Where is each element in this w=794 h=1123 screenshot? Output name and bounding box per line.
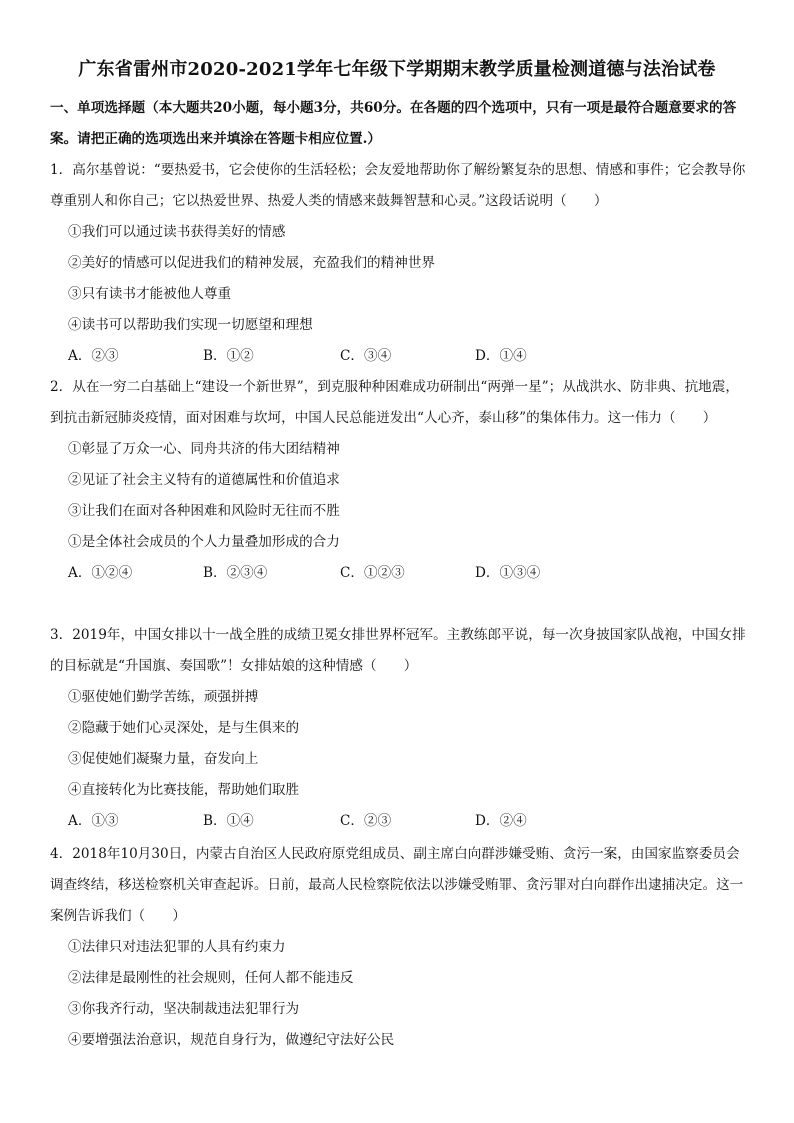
answer-choices xyxy=(50,806,750,837)
choice-d[interactable]: D．①③④ xyxy=(475,565,541,581)
question-2 xyxy=(50,372,750,589)
statement-option: ③你我齐行动，坚决制裁违法犯罪行为 xyxy=(68,1001,300,1017)
choice-a[interactable]: A．①③ xyxy=(68,813,119,829)
statement-option: ④要增强法治意识，规范自身行为，做遵纪守法好公民 xyxy=(68,1032,395,1048)
choice-a[interactable]: A．②③ xyxy=(68,348,119,364)
question-number: 3． xyxy=(50,627,73,643)
question-number: 4． xyxy=(50,846,73,862)
section-heading: 一、单项选择题（本大题共20小题，每小题3分，共60分。在各题的四个选项中，只有一项是最符合题意要求的答案。请把正确的选项选出来并填涂在答题卡相应位置.） xyxy=(50,100,737,147)
question-text: 2018年10月30日，内蒙古自治区人民政府原党组成员、副主席白向群涉嫌受贿、贪污一案，由国家监察委员会调查终结，移送检察机关审查起诉。日前，最高人民检察院依法以涉嫌受贿罪、贪污罪对白向群作出逮捕决定。这一案例告诉我们（ ） xyxy=(50,846,744,924)
statement-option: ①是全体社会成员的个人力量叠加形成的合力 xyxy=(68,534,340,550)
statement-option: ②见证了社会主义特有的道德属性和价值追求 xyxy=(68,472,340,488)
statement-option: ③只有读书才能被他人尊重 xyxy=(68,286,232,302)
choice-d[interactable]: D．①④ xyxy=(475,348,527,364)
statement-option: ①我们可以通过读书获得美好的情感 xyxy=(68,224,286,240)
choice-c[interactable]: C．①②③ xyxy=(340,565,405,581)
choice-c[interactable]: C．②③ xyxy=(340,813,392,829)
page-title: 广东省雷州市2020-2021学年七年级下学期期末教学质量检测道德与法治试卷 xyxy=(78,59,716,80)
question-stem xyxy=(50,620,750,682)
question-4 xyxy=(50,839,750,1056)
answer-choices xyxy=(50,558,750,589)
choice-c[interactable]: C．③④ xyxy=(340,348,392,364)
choice-d[interactable]: D．②④ xyxy=(475,813,527,829)
statement-option: ③促使她们凝聚力量，奋发向上 xyxy=(68,751,259,767)
statement-option: ②隐藏于她们心灵深处，是与生俱来的 xyxy=(68,720,300,736)
statement-option: ③让我们在面对各种困难和风险时无往而不胜 xyxy=(68,503,340,519)
answer-choices xyxy=(50,341,750,372)
question-text: 2019年，中国女排以十一战全胜的成绩卫冕女排世界杯冠军。主教练郎平说，每一次身披国家队战袍，中国女排的目标就是“升国旗、奏国歌”！女排姑娘的这种情感（ ） xyxy=(50,627,746,674)
statement-option: ①法律只对违法犯罪的人具有约束力 xyxy=(68,939,286,955)
statement-option: ②法律是最刚性的社会规则，任何人都不能违反 xyxy=(68,970,354,986)
choice-b[interactable]: B．①② xyxy=(203,348,254,364)
statement-option: ④读书可以帮助我们实现一切愿望和理想 xyxy=(68,317,313,333)
choice-b[interactable]: B．①④ xyxy=(203,813,254,829)
question-stem xyxy=(50,839,750,932)
choice-a[interactable]: A．①②④ xyxy=(68,565,133,581)
question-stem xyxy=(50,155,750,217)
question-number: 1． xyxy=(50,162,73,178)
statement-option: ④直接转化为比赛技能，帮助她们取胜 xyxy=(68,782,300,798)
question-number: 2． xyxy=(50,379,73,395)
question-text: 高尔基曾说：“要热爱书，它会使你的生活轻松；会友爱地帮助你了解纷繁复杂的思想、情感和事件；它会教导你尊重别人和你自己；它以热爱世界、热爱人类的情感来鼓舞智慧和心灵。”这段话说明（ ） xyxy=(50,162,746,209)
statement-option: ①彰显了万众一心、同舟共济的伟大团结精神 xyxy=(68,441,340,457)
statement-option: ①驱使她们勤学苦练，顽强拼搏 xyxy=(68,689,259,705)
question-1 xyxy=(50,155,750,372)
statement-option: ②美好的情感可以促进我们的精神发展，充盈我们的精神世界 xyxy=(68,255,436,271)
question-3 xyxy=(50,620,750,837)
question-stem xyxy=(50,372,750,434)
choice-b[interactable]: B．②③④ xyxy=(203,565,268,581)
question-text: 从在一穷二白基础上“建设一个新世界”，到克服种种困难成功研制出“两弹一星”；从战洪水、防非典、抗地震，到抗击新冠肺炎疫情，面对困难与坎坷，中国人民总能迸发出“人心齐，泰山移”的集体伟力。这一伟力（ ） xyxy=(50,379,739,426)
